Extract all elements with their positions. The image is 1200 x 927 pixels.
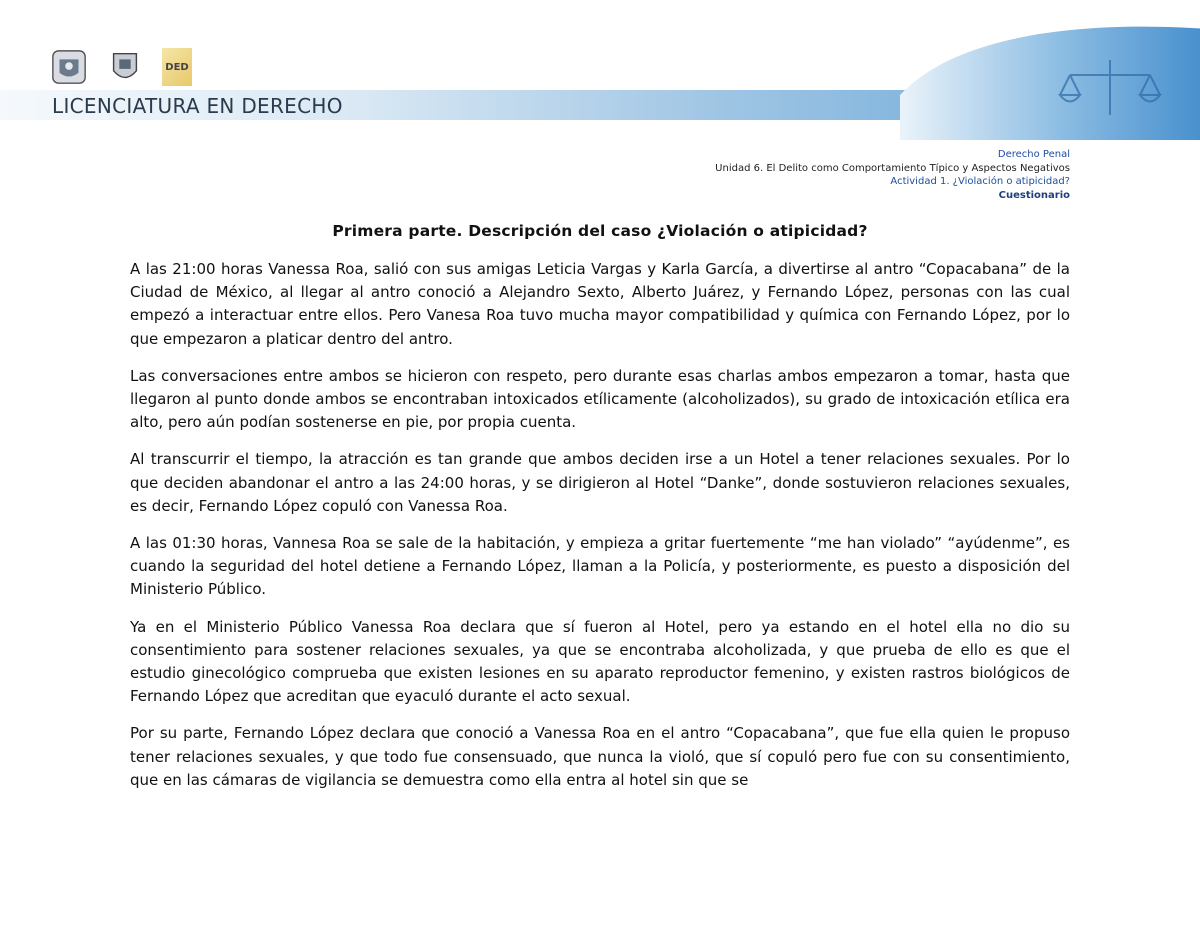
institution-logos [50,48,192,86]
unam-seal-icon [50,48,88,86]
course-meta [715,148,1070,202]
ded-logo-icon [162,48,192,86]
activity-name: Actividad 1. ¿Violación o atipicidad? [890,176,1070,187]
paragraph: Las conversaciones entre ambos se hicieron con respeto, pero durante esas charlas ambos empezaron a tomar, hasta que llegaron al punto donde ambos se encontraban intoxicados etílicamente (alcoholizados), su grado de intoxicación etílica era alto, pero aún podían sostenerse en pie, por propia cuenta. [130,366,1070,432]
paragraph: A las 21:00 horas Vanessa Roa, salió con sus amigas Leticia Vargas y Karla García, a divertirse al antro “Copacabana” de la Ciudad de México, al llegar al antro conoció a Alejandro Sexto, Alberto Juárez, y Fernando López, personas con las cual empezó a interactuar entre ellos. Pero Vanesa Roa tuvo mucha mayor compatibilidad y química con Fernando López, por lo que empezaron a platicar dentro del antro. [130,260,1070,348]
activity-type: Cuestionario [998,189,1070,201]
course-name: Derecho Penal [997,149,1070,160]
paragraph: Al transcurrir el tiempo, la atracción es tan grande que ambos deciden irse a un Hotel a tener relaciones sexuales. Por lo que deciden abandonar el antro a las 24:00 horas, y se dirigieron al Hotel “Danke”, donde sostuvieron relaciones sexuales, es decir, Fernando López copuló con Vanessa Roa. [130,450,1070,515]
page-header [0,0,1200,145]
paragraph: Por su parte, Fernando López declara que conoció a Vanessa Roa en el antro “Copacabana”, que fue ella quien le propuso tener relaciones sexuales, y que todo fue consensuado, que nunca la violó, que sí copuló pero fue con su consentimiento, que en las cámaras de vigilancia se demuestra como ella entra al hotel sin que se [130,724,1070,789]
case-description [130,258,1070,806]
ded-logo-text: DED [165,61,189,73]
program-title: LICENCIATURA EN DERECHO [52,94,343,118]
document-title: Primera parte. Descripción del caso ¿Violación o atipicidad? [332,222,868,240]
justice-scales-banner [900,20,1200,140]
paragraph: A las 01:30 horas, Vannesa Roa se sale de la habitación, y empieza a gritar fuertemente “me han violado” “ayúdenme”, es cuando la seguridad del hotel detiene a Fernando López, llaman a la Policía, y posteriormente, es puesto a disposición del Ministerio Público. [130,534,1070,599]
fca-seal-icon [106,48,144,86]
unit-name: Unidad 6. El Delito como Comportamiento Típico y Aspectos Negativos [715,162,1070,174]
paragraph: Ya en el Ministerio Público Vanessa Roa declara que sí fueron al Hotel, pero ya estando en el hotel ella no dio su consentimiento para sostener relaciones sexuales, ya que se encontraba alcoholizada, y que prueba de ello es que el estudio ginecológico comprueba que existen lesiones en su aparato reproductor femenino, y existen rastros biológicos de Fernando López que acreditan que eyaculó durante el acto sexual. [130,617,1070,706]
